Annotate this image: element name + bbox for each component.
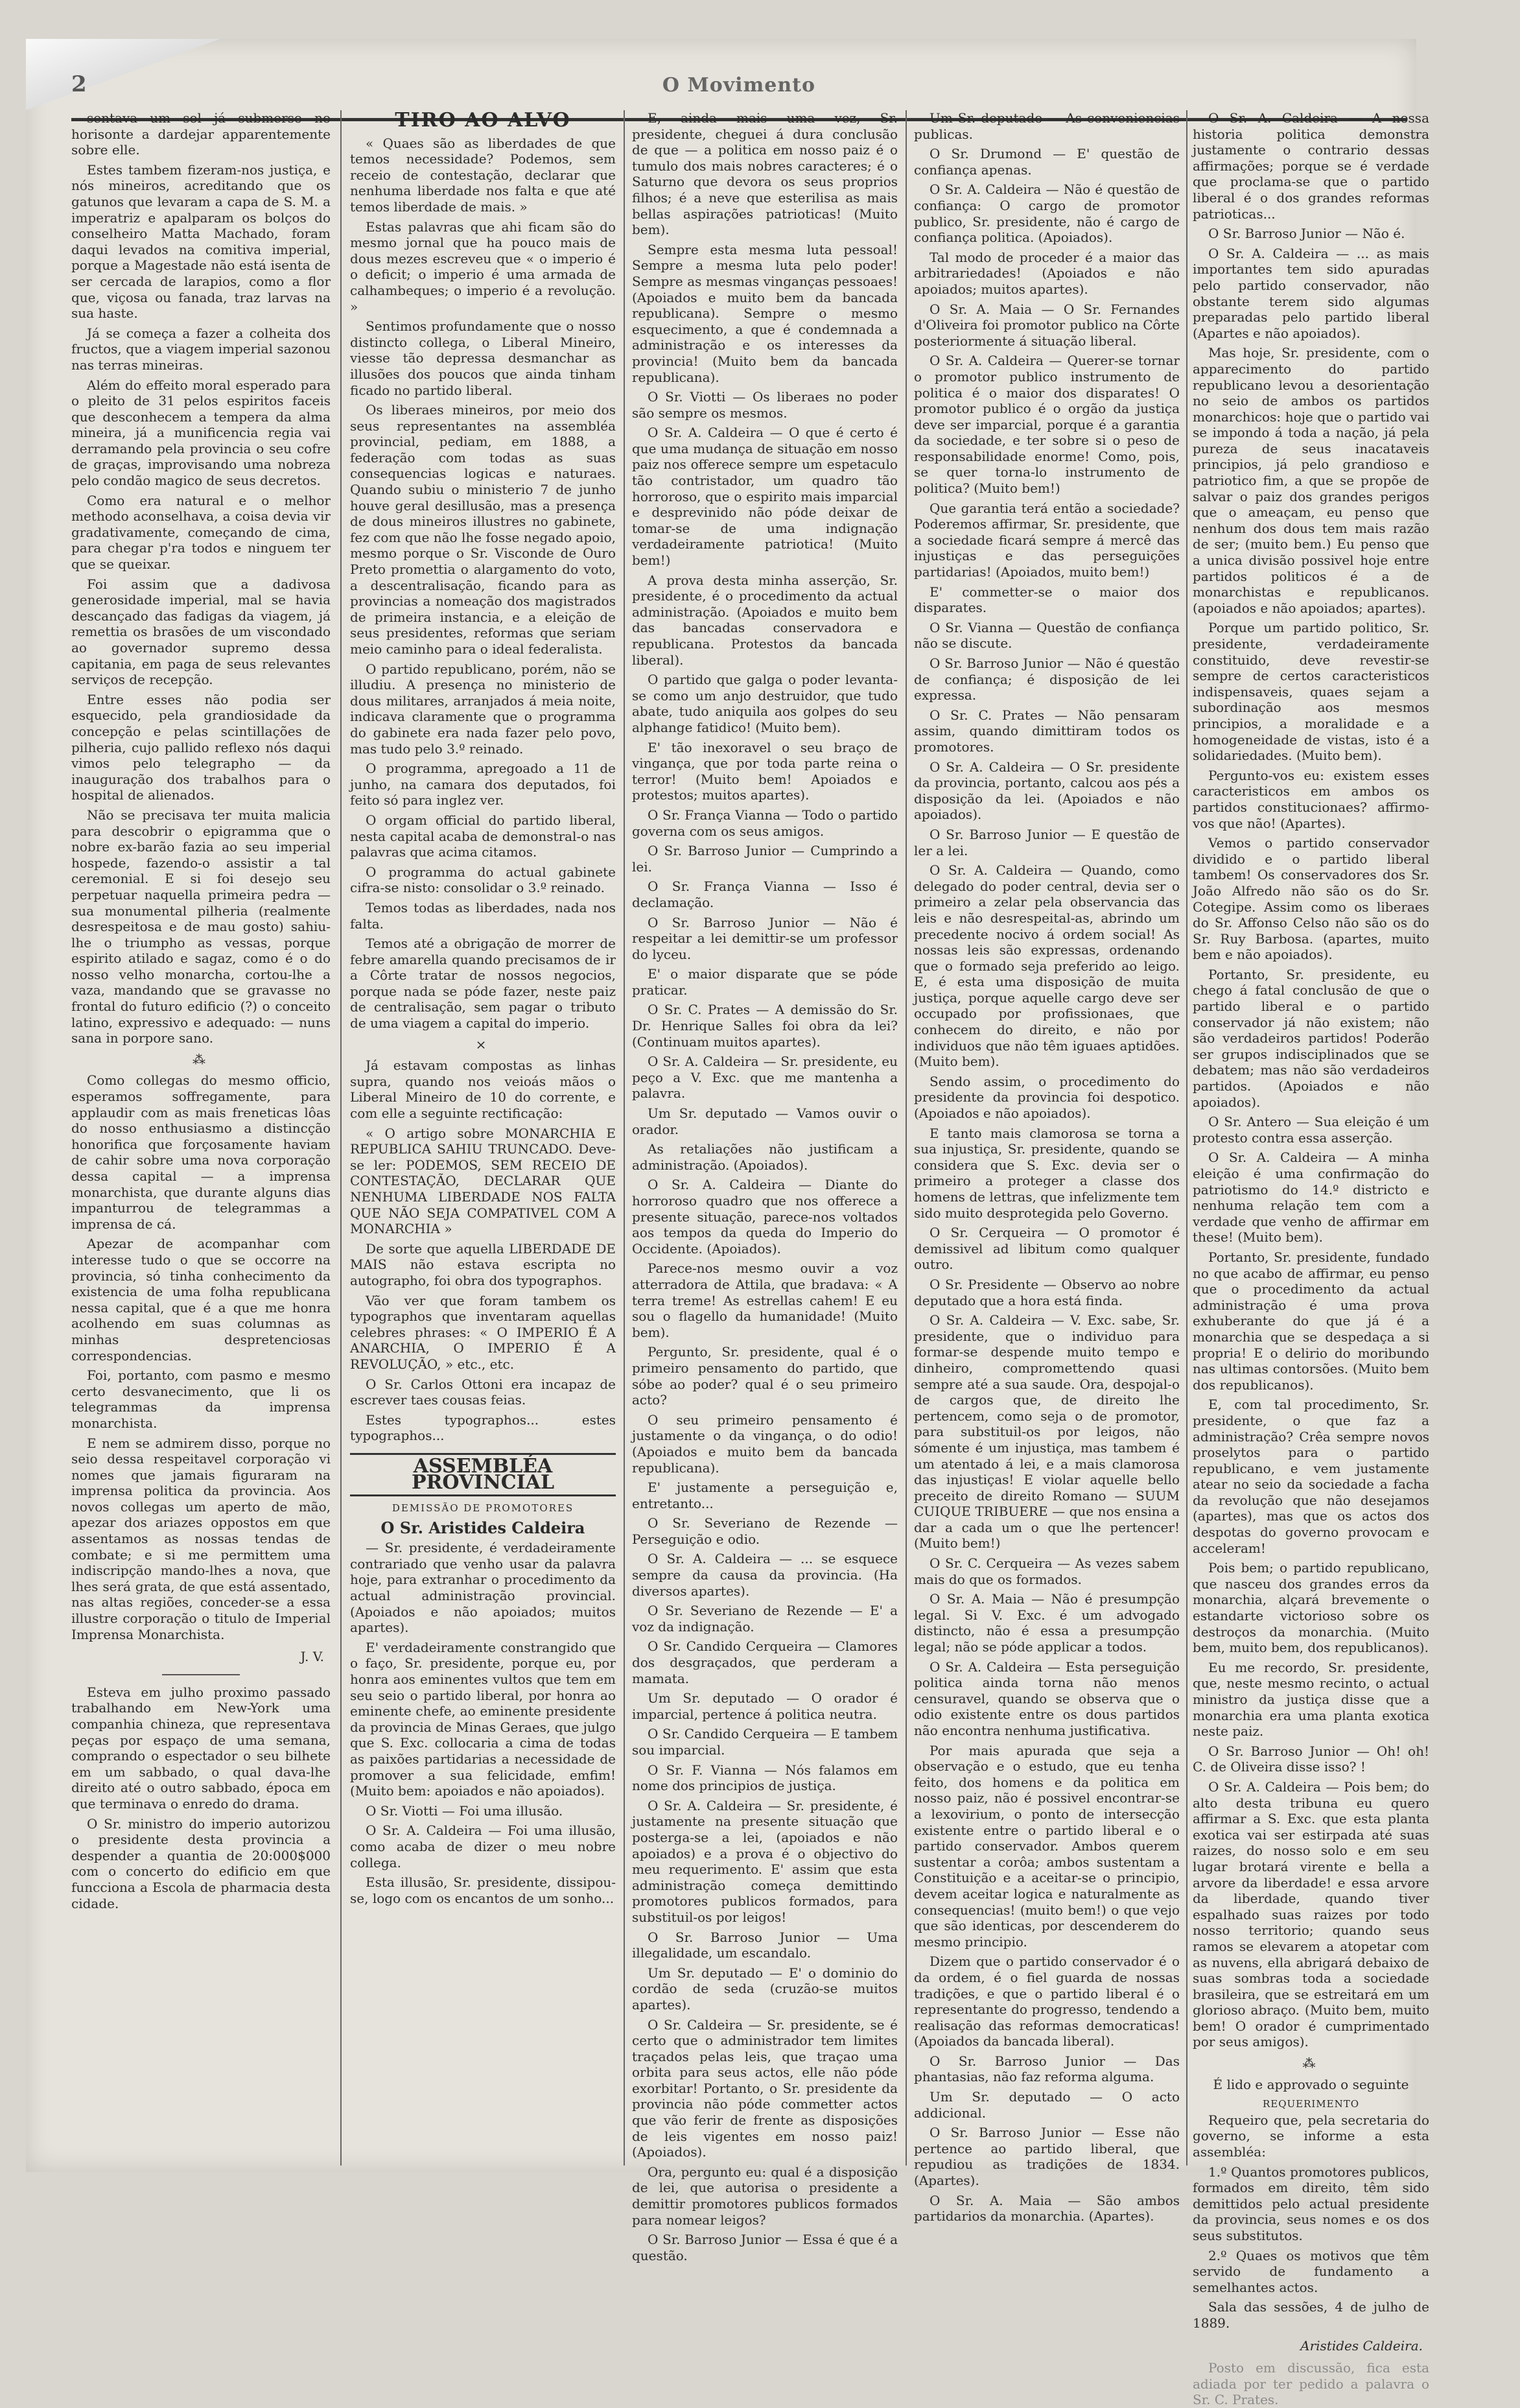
paragraph: O Sr. Severiano de Rezende — Perseguição e odio. bbox=[632, 1515, 898, 1547]
paragraph: O Sr. Barroso Junior — Oh! oh! C. de Oliveira disse isso? ! bbox=[1193, 1743, 1429, 1775]
paragraph: O seu primeiro pensamento é justamente o da vingança, o do odio! (Apoiados e muito bem da bancada republicana). bbox=[632, 1411, 898, 1476]
paragraph: O Sr. F. Vianna — Nós falamos em nome dos principios de justiça. bbox=[632, 1762, 898, 1794]
paragraph: O Sr. Barroso Junior — E questão de ler a lei. bbox=[914, 826, 1180, 858]
paragraph: O Sr. Barroso Junior — Não é respeitar a lei demittir-se um professor do lyceu. bbox=[632, 914, 898, 962]
column-4 bbox=[914, 110, 1180, 2225]
paragraph: O Sr. Viotti — Os liberaes no poder são sempre os mesmos. bbox=[632, 389, 898, 421]
paragraph: O Sr. Presidente — Observo ao nobre deputado que a hora está finda. bbox=[914, 1276, 1180, 1308]
paragraph: O Sr. A. Caldeira — Sr. presidente, é justamente na presente situação que posterga-se a lei, (apoiados e não apoiados) e a prova é o objectivo do meu requerimento. E' assim que esta administração começa demittindo promotores publicos formados, para substituil-os por leigos! bbox=[632, 1797, 898, 1925]
paragraph: O Sr. A. Caldeira — ... as mais importantes tem sido apuradas pelo partido conservador, não obstante terem sido algumas preparadas pelo partido liberal (Apartes e não apoiados). bbox=[1193, 245, 1429, 341]
paragraph: O Sr. Severiano de Rezende — E' a voz da indignação. bbox=[632, 1603, 898, 1635]
paragraph: Portanto, Sr. presidente, fundado no que acabo de affirmar, eu penso que o procedimento da actual administração é uma prova exhuberante do que já é a monarchia que se despedaça a si propria! E o delirio do moribundo nas ultimas contorsões. (Muito bem dos republicanos). bbox=[1193, 1249, 1429, 1393]
paragraph: Temos todas as liberdades, nada nos falta. bbox=[350, 899, 616, 932]
paragraph: E' justamente a perseguição e, entretanto... bbox=[632, 1480, 898, 1511]
paragraph: Esta illusão, Sr. presidente, dissipou-se, logo com os encantos de um sonho... bbox=[350, 1874, 616, 1906]
paragraph: O Sr. A. Maia — O Sr. Fernandes d'Oliveira foi promotor publico na Côrte posteriormente á situação liberal. bbox=[914, 301, 1180, 349]
paragraph: As retaliações não justificam a administração. (Apoiados). bbox=[632, 1141, 898, 1173]
paragraph: O Sr. A. Caldeira — Querer-se tornar o promotor publico instrumento de politica é o maior dos disparates! O promotor publico é o orgão da justiça deve ser imparcial, porque é a garantia da sociedade, e ter sobre si o peso de responsabilidade enorme! Como, pois, se quer torna-lo instrumento de politica? (Muito bem!) bbox=[914, 353, 1180, 497]
paragraph: O Sr. Barroso Junior — Das phantasias, não faz reforma alguma. bbox=[914, 2053, 1180, 2085]
requerimento-body bbox=[1193, 2112, 1429, 2331]
paragraph: Tal modo de proceder é a maior das arbitrariedades! (Apoiados e não apoiados; muitos apartes). bbox=[914, 249, 1180, 297]
paragraph: Eu me recordo, Sr. presidente, que, neste mesmo recinto, o actual ministro da justiça disse que a monarchia era uma planta exotica neste paiz. bbox=[1193, 1659, 1429, 1740]
col1-section-c bbox=[71, 1684, 331, 1911]
paragraph: Parece-nos mesmo ouvir a voz atterradora de Attila, que bradava: « A terra treme! As estrellas cahem! E eu sou o flagello da humanidade! (Muito bem). bbox=[632, 1260, 898, 1340]
separator-rule bbox=[162, 1674, 240, 1675]
paragraph: Porque um partido politico, Sr. presidente, verdadeiramente constituido, deve revestir-se sempre de certos caracteristicos indispensaveis, quaes sejam a subordinação aos mesmos principios, a moralidade e a homogeneidade de vistas, isto é a solidariedades. (Muito bem). bbox=[1193, 620, 1429, 764]
paragraph: O Sr. A. Maia — São ambos partidarios da monarchia. (Apartes). bbox=[914, 2192, 1180, 2225]
section-title-tiro-ao-alvo: TIRO AO ALVO bbox=[395, 109, 571, 132]
paragraph: A prova desta minha asserção, Sr. presidente, é o procedimento da actual administração. (Apoiados e muito bem das bancadas conservadora e republicana. Protestos da bancada liberal). bbox=[632, 572, 898, 668]
paragraph: Portanto, Sr. presidente, eu chego á fatal conclusão de que o partido liberal e o partido conservador já não existem; não são verdadeiros partidos! Poderão ser grupos indisciplinados que se debatem; mas não são verdadeiros partidos. (Apoiados e não apoiados). bbox=[1193, 966, 1429, 1110]
page-header bbox=[71, 65, 1407, 104]
paragraph: Vão ver que foram tambem os typographos que inventaram aquellas celebres phrases: « O IMPERIO É A ANARCHIA, O IMPERIO É A REVOLUÇÃO, » etc., etc. bbox=[350, 1292, 616, 1372]
paragraph: Foi, portanto, com pasmo e mesmo certo desvanecimento, que li os telegrammas da imprensa monarchista. bbox=[71, 1367, 331, 1431]
paragraph: O Sr. Viotti — Foi uma illusão. bbox=[366, 1802, 563, 1819]
signature: J. V. bbox=[300, 1649, 324, 1665]
paragraph: E tanto mais clamorosa se torna a sua injustiça, Sr. presidente, quando se considera que S. Exc. devia ser o primeiro a proteger a classe dos homens de lettras, que infelizmente tem sido muito desprotegida pelo Governo. bbox=[914, 1125, 1180, 1221]
paragraph: O Sr. Antero — Sua eleição é um protesto contra essa asserção. bbox=[1193, 1114, 1429, 1146]
paragraph: Estes typographos... estes typographos... bbox=[350, 1411, 616, 1444]
separator-stars: ⁂ bbox=[1302, 2055, 1320, 2072]
paragraph: O Sr. A. Caldeira — Quando, como delegado do poder central, devia ser o primeiro a zelar pela observancia das leis e não desrespeital-as, abrindo um precedente nocivo á ordem social! As nossas leis são expressas, ordenando que o formado seja preferido ao leigo. E, é esta uma disposição de muita justiça, porque aquelle cargo deve ser occupado por profissionaes, que conhecem do direito, e não por individuos que não têm iguaes aptidões. (Muito bem). bbox=[914, 862, 1180, 1070]
col4-section bbox=[914, 110, 1180, 2225]
paragraph: O Sr. C. Prates — A demissão do Sr. Dr. Henrique Salles foi obra da lei? (Continuam muitos apartes). bbox=[632, 1002, 898, 1050]
separator-stars: ⁂ bbox=[193, 1051, 209, 1067]
paragraph: Um Sr. deputado — Vamos ouvir o orador. bbox=[632, 1105, 898, 1137]
paragraph: Já estavam compostas as linhas supra, quando nos veioás mãos o Liberal Mineiro de 10 do corrente, e com elle a seguinte rectificação: bbox=[350, 1057, 616, 1122]
paragraph: O Sr. C. Cerqueira — As vezes sabem mais do que os formados. bbox=[914, 1555, 1180, 1587]
paragraph: Um Sr. deputado — As conveniencias publicas. bbox=[914, 110, 1180, 142]
paragraph: O Sr. Drumond — E' questão de confiança apenas. bbox=[914, 146, 1180, 178]
closing-note: Posto em discussão, fica esta adiada por ter pedido a palavra o Sr. C. Prates. bbox=[1193, 2360, 1429, 2408]
paragraph: Não se precisava ter muita malicia para descobrir o epigramma que o nobre ex-barão fazia ao seu imperial hospede, fazendo-o assistir a tal ceremonial. E si foi desejo seu perpetuar naquella primeira pedra — sua monumental pilheria (realmente desrespeitosa e de mau gosto) sahiu-lhe o triumpho as vessas, porque espirito atilado e sagaz, como é o do nosso velho monarcha, cortou-lhe a vaza, mandando que se gravasse no frontal do futuro edificio (?) o conceito latino, expressivo e adequado: — nuns sana in porpore sano. bbox=[71, 807, 331, 1046]
column-1 bbox=[71, 110, 331, 2166]
paragraph: O Sr. Cerqueira — O promotor é demissivel ad libitum como qualquer outro. bbox=[914, 1225, 1180, 1273]
paragraph: O partido republicano, porém, não se illudiu. A presença no ministerio de dous militares, arranjados á meia noite, indicava claramente que o programma do gabinete era nada fazer pelo povo, mas tudo pelo 3.º reinado. bbox=[350, 661, 616, 757]
paragraph: Dizem que o partido conservador é o da ordem, é o fiel guarda de nossas tradições, e que o partido liberal é o representante do progresso, tendendo a realisação das reformas democraticas! (Apoiados da bancada liberal). bbox=[914, 1954, 1180, 2049]
requerimento-signature: Aristides Caldeira. bbox=[1300, 2337, 1423, 2354]
paragraph: O Sr. A. Caldeira — Sr. presidente, eu peço a V. Exc. que me mantenha a palavra. bbox=[632, 1054, 898, 1102]
paragraph: Esteva em julho proximo passado trabalhando em New-York uma companhia chineza, que representava peças por espaço de uma semana, comprando o espectador o seu bilhete em um sabbado, o qual dava-lhe direito até o outro sabbado, época em que terminava o enredo do drama. bbox=[71, 1684, 331, 1812]
paragraph: E, ainda mais uma vez, Sr. presidente, cheguei á dura conclusão de que — a politica em nosso paiz é o tumulo dos mais nobres caracteres; é o Saturno que devora os seus proprios filhos; é a neve que esterilisa as mais bellas aspirações patrioticas! (Muito bem). bbox=[632, 110, 898, 238]
paragraph: O Sr. A. Caldeira — V. Exc. sabe, Sr. presidente, que o individuo para formar-se despende muito tempo e dinheiro, compromettendo quasi sempre até a sua saude. Ora, despojal-o de cargos que, de direito lhe pertencem, como seja o de promotor, para substituil-os por leigos, não sómente é um injustiça, mas tambem é um atentado á lei, e a mais clamorosa das injustiças! E violar aquelle bello preceito de direito Romano — SUUM CUIQUE TRIBUERE — que nos ensina a dar a cada um o que lhe pertencer! (Muito bem!) bbox=[914, 1312, 1180, 1552]
paragraph: Um Sr. deputado — E' o dominio do cordão de seda (cruzão-se muitos apartes). bbox=[632, 1965, 898, 2013]
paragraph: Ora, pergunto eu: qual é a disposição de lei, que autorisa o presidente a demittir promotores publicos formados para nomear leigos? bbox=[632, 2164, 898, 2228]
paragraph: O Sr. França Vianna — Isso é declamação. bbox=[632, 879, 898, 910]
assembly-title: ASSEMBLÉA PROVINCIAL bbox=[350, 1453, 616, 1496]
paragraph: Mas hoje, Sr. presidente, com o apparecimento do partido republicano levou a desorientação no seio de ambos os partidos monarchicos: hoje que o partido vai se impondo á toda a nação, já pela pureza de seus inacataveis principios, já pelo grandioso e patriotico fim, a que se propõe de salvar o paiz dos grandes perigos que o ameaçam, eu penso que nenhum dos dous tem mais razão de ser; (muito bem.) Eu penso que a unica divisão possivel hoje entre partidos politicos é a de monarchistas e republicanos. (apoiados e não apoiados; apartes). bbox=[1193, 345, 1429, 616]
paragraph: O Sr. França Vianna — Todo o partido governa com os seus amigos. bbox=[632, 807, 898, 839]
speaker-name: O Sr. Aristides Caldeira bbox=[380, 1518, 585, 1537]
separator-cross: × bbox=[475, 1036, 491, 1052]
paragraph: O Sr. A. Maia — Não é presumpção legal. Si V. Exc. é um advogado distincto, não é essa a presumpção legal; não se póde applicar a todos. bbox=[914, 1591, 1180, 1655]
paragraph: Sala das sessões, 4 de julho de 1889. bbox=[1193, 2299, 1429, 2331]
col1-section-b bbox=[71, 1072, 331, 1642]
column-3 bbox=[632, 110, 898, 2263]
paragraph: E, com tal procedimento, Sr. presidente, o que faz a administração? Crêa sempre novos proselytos para o partido republicano, e vem justamente atear no seio da sociedade a facha da revolução que não desejamos (apartes), mas que os actos dos despotas do governo provocam e acceleram! bbox=[1193, 1397, 1429, 1556]
paragraph: Como collegas do mesmo officio, esperamos soffregamente, para applaudir com as mais freneticas lôas do nosso enthusiasmo a distincção honorifica que forçosamente haviam de cahir sobre uma nova corporação dessa capital — a imprensa monarchista, que durante alguns dias impanturrou de telegrammas a imprensa de cá. bbox=[71, 1072, 331, 1232]
paragraph: O Sr. A. Caldeira — ... se esquece sempre da causa da provincia. (Ha diversos apartes). bbox=[632, 1551, 898, 1599]
paragraph: O Sr. Barroso Junior — Esse não pertence ao partido liberal, que repudiou as tradições de 1834. (Apartes). bbox=[914, 2125, 1180, 2189]
paragraph: O Sr. A. Caldeira — Pois bem; do alto desta tribuna eu quero affirmar a S. Exc. que esta planta exotica vai ser estirpada até suas raizes, do nosso solo e em seu lugar brotará virente e bella a arvore da liberdade! e essa arvore da liberdade, quando tiver espalhado suas raizes por todo nosso territorio; quando seus ramos se elevarem a atopetar com as nuvens, ella abrigará debaixo de suas sombras toda a sociedade brasileira, que se estreitará em um glorioso abraço. (Muito bem, muito bem! O orador é cumprimentado por seus amigos). bbox=[1193, 1778, 1429, 2050]
paragraph: Um Sr. deputado — O acto addicional. bbox=[914, 2089, 1180, 2121]
paragraph: O Sr. Barroso Junior — Não é. bbox=[1208, 226, 1405, 242]
column-rule bbox=[906, 110, 907, 2166]
paragraph: O programma do actual gabinete cifra-se nisto: consolidar o 3.º reinado. bbox=[350, 864, 616, 896]
col2-section-c bbox=[350, 1540, 616, 1906]
paragraph: O Sr. Barroso Junior — Não é questão de confiança; é disposição de lei expressa. bbox=[914, 655, 1180, 703]
paragraph: Pergunto, Sr. presidente, qual é o primeiro pensamento do partido, que sóbe ao poder? qual é o seu primeiro acto? bbox=[632, 1344, 898, 1408]
page-number: 2 bbox=[71, 71, 87, 97]
approved-line: É lido e approvado o seguinte bbox=[1213, 2076, 1409, 2092]
paragraph: Um Sr. deputado — O orador é imparcial, pertence á politica neutra. bbox=[632, 1690, 898, 1722]
paragraph: Vemos o partido conservador dividido e o partido liberal tambem! Os conservadores dos Sr. João Alfredo não são os do Sr. Cotegipe. Assim como os liberaes do Sr. Affonso Celso não são os do Sr. Ruy Barbosa. (apartes, muito bem e não apoiados). bbox=[1193, 835, 1429, 963]
paragraph: O Sr. Barroso Junior — Uma illegalidade, um escandalo. bbox=[632, 1929, 898, 1961]
paragraph: E' tão inexoravel o seu braço de vingança, que por toda parte reina o terror! (Muito bem! Apoiados e protestos; muitos apartes). bbox=[632, 739, 898, 803]
column-rule bbox=[340, 110, 342, 2166]
col5-section bbox=[1193, 110, 1429, 2050]
paragraph: Temos até a obrigação de morrer de febre amarella quando precisamos de ir a Côrte tratar de nossos negocios, porque nada se póde fazer, neste paiz de centralisação, sem pagar o tributo de uma viagem a capital do imperio. bbox=[350, 936, 616, 1032]
paragraph: Os liberaes mineiros, por meio dos seus representantes na assembléa provincial, pediam, em 1888, a federação com todas as suas consequencias logicas e naturaes. Quando subiu o ministerio 7 de junho houve geral desillusão, mas a presença de dous mineiros illustres no gabinete, fez com que não lhe fosse negado apoio, mesmo porque o Sr. Visconde de Ouro Preto promettia o alargamento do voto, a descentralisação, ficando para as provincias a nomeação dos magistrados de primeira instancia, e a eleição de seus presidentes, reformas que seriam meio caminho para o ideal federalista. bbox=[350, 402, 616, 657]
newspaper-page bbox=[26, 39, 1429, 2408]
column-5 bbox=[1193, 110, 1429, 2408]
paragraph: Sentimos profundamente que o nosso distincto collega, o Liberal Mineiro, viesse tão depressa desmanchar as illusões dos poucos que ainda tinham ficado no partido liberal. bbox=[350, 318, 616, 398]
paragraph: O Sr. Carlos Ottoni era incapaz de escrever taes cousas feias. bbox=[350, 1376, 616, 1408]
paragraph: O programma, apregoado a 11 de junho, na camara dos deputados, foi feito só para inglez ver. bbox=[350, 761, 616, 809]
paragraph: O Sr. C. Prates — Não pensaram assim, quando dimittiram todos os promotores. bbox=[914, 707, 1180, 755]
paragraph: O Sr. Candido Cerqueira — E tambem sou imparcial. bbox=[632, 1726, 898, 1758]
paragraph: 2.º Quaes os motivos que têm servido de fundamento a semelhantes actos. bbox=[1193, 2247, 1429, 2295]
paragraph: E' verdadeiramente constrangido que o faço, Sr. presidente, porque eu, por honra aos eminentes vultos que tem em seu seio o partido liberal, por honra ao eminente chefe, ao eminente presidente da provincia de Minas Geraes, que julgo que S. Exc. collocaria a cima de todas as paixões partidarias a necessidade de promover a sua felicidade, emfim! (Muito bem: apoiados e não apoiados). bbox=[350, 1639, 616, 1799]
paragraph: O Sr. Candido Cerqueira — Clamores dos desgraçados, que perderam a mamata. bbox=[632, 1638, 898, 1686]
paragraph: Estas palavras que ahi ficam são do mesmo jornal que ha pouco mais de dous mezes escreveu que « o imperio é o deficit; o imperio é uma armada de calhambeques; o imperio é a revolução. » bbox=[350, 218, 616, 314]
paragraph: E' o maior disparate que se póde praticar. bbox=[632, 966, 898, 998]
paragraph: O Sr. A. Caldeira — Esta perseguição politica ainda torna não menos censuravel, quando se observa que o odio existente entre os dous partidos não encontra nenhuma justificativa. bbox=[914, 1658, 1180, 1738]
paragraph: O orgam official do partido liberal, nesta capital acaba de demonstral-o nas palavras que acima citamos. bbox=[350, 812, 616, 860]
paragraph: E' commetter-se o maior dos disparates. bbox=[914, 584, 1180, 616]
paragraph: Entre esses não podia ser esquecido, pela grandiosidade da concepção e pelas scintillações de pilheria, cujo pallido reflexo nós daqui vimos pelo telegrapho — da inauguração dos trabalhos para o hospital de alienados. bbox=[71, 691, 331, 803]
column-rule bbox=[1186, 110, 1187, 2166]
paragraph: Sendo assim, o procedimento do presidente da provincia foi despotico. (Apoiados e não apoiados). bbox=[914, 1073, 1180, 1122]
paragraph: Que garantia terá então a sociedade? Poderemos affirmar, Sr. presidente, que a sociedade ficará sempre á mercê das injustiças e das perseguições partidarias! (Apoiados, muito bem!) bbox=[914, 500, 1180, 580]
paragraph: Além do effeito moral esperado para o pleito de 31 pelos espiritos faceis que desconhecem a tempera da alma mineira, já a munificencia regia vai derramando pela provincia o seu cofre de graças, improvisando uma nobreza pelo condão magico de seus decretos. bbox=[71, 377, 331, 489]
paragraph: Como era natural e o melhor methodo aconselhava, a coisa devia vir gradativamente, começando de cima, para chegar p'ra todos e ninguem ter que se queixar. bbox=[71, 492, 331, 572]
paragraph: Requeiro que, pela secretaria do governo, se informe a esta assembléa: bbox=[1193, 2112, 1429, 2160]
paragraph: O Sr. A. Caldeira — Não é questão de confiança: O cargo de promotor publico, Sr. presidente, não é cargo de confiança politica. (Apoiados). bbox=[914, 182, 1180, 246]
paragraph: O Sr. A. Caldeira — O Sr. presidente da provincia, portanto, calcou aos pés a disposição da lei. (Apoiados e não apoiados). bbox=[914, 759, 1180, 823]
paragraph: O partido que galga o poder levanta-se como um anjo destruidor, que tudo abate, tudo aniquila aos golpes do seu alphange fatidico! (Muito bem). bbox=[632, 672, 898, 735]
paragraph: Apezar de acompanhar com interesse tudo o que se occorre na provincia, só tinha conhecimento da existencia de uma folha republicana nessa capital, que é a que me honra acolhendo em suas columnas as minhas despretenciosas correspondencias. bbox=[71, 1236, 331, 1363]
paragraph: O Sr. Barroso Junior — Essa é que é a questão. bbox=[632, 2232, 898, 2263]
column-2 bbox=[350, 110, 616, 2166]
paragraph: Estes tambem fizeram-nos justiça, e nós mineiros, acreditando que os gatunos que levaram a capa de S. M. a imperatriz e apalparam os bolços do conselheiro Matta Machado, foram daqui levados na comitiva imperial, porque a Magestade não está isenta de ser cercada de larapios, como a flor que, viçosa ou fanada, traz larvas na sua haste. bbox=[71, 161, 331, 322]
paragraph: — Sr. presidente, é verdadeiramente contrariado que venho usar da palavra hoje, para extranhar o procedimento da actual administração provincial. (Apoiados e não apoiados; muitos apartes). bbox=[350, 1540, 616, 1636]
paragraph: E nem se admirem disso, porque no seio dessa respeitavel corporação vi nomes que jamais figuraram na imprensa politica da provincia. Aos novos collegas um aperto de mão, apezar dos ariazes oppostos em que assentamos as nossas tendas de combate; e si me permittem uma indiscripção mando-lhes a nova, que lhes será grata, de que está assentado, nas altas regiões, conceder-se a essa illustre corporação o titulo de Imperial Imprensa Monarchista. bbox=[71, 1435, 331, 1642]
paragraph: Pois bem; o partido republicano, que nasceu dos grandes erros da monarchia, alçará brevemente o estandarte victorioso sobre os destroços da monarchia. (Muito bem, muito bem, dos republicanos). bbox=[1193, 1560, 1429, 1656]
column-rule bbox=[624, 110, 625, 2166]
paragraph: O Sr. ministro do imperio autorizou o presidente desta provincia a despender a quantia de 20:000$000 com o concerto do edificio em que funcciona a Escola de pharmacia desta cidade. bbox=[71, 1815, 331, 1911]
paragraph: « Quaes são as liberdades de que temos necessidade? Podemos, sem receio de contestação, declarar que nenhuma liberdade nos falta e que até temos liberdade de mais. » bbox=[350, 135, 616, 215]
paragraph: O Sr. Vianna — Questão de confiança não se discute. bbox=[914, 619, 1180, 652]
paper-name: O Movimento bbox=[662, 74, 816, 97]
paragraph: Por mais apurada que seja a observação e o estudo, que eu tenha feito, dos homens e da politica em nosso paiz, não é possivel encontrar-se a lexovirium, o ponto de intersecção existente entre o partido liberal e o partido conservador. Ambos querem sustentar a corôa; ambos sustentam a Constituição e a aceitar-se o principio, devem aceitar logica e naturalmente as consequencias! (muito bem!) o que vejo que são identicas, por descenderem do mesmo principio. bbox=[914, 1742, 1180, 1950]
paragraph: O Sr. A. Caldeira — Diante do horroroso quadro que nos offerece a presente situação, parece-nos voltados aos tempos da queda do Imperio do Occidente. (Apoiados). bbox=[632, 1177, 898, 1257]
requerimento-title: REQUERIMENTO bbox=[1262, 2098, 1360, 2110]
paragraph: O Sr. Barroso Junior — Cumprindo a lei. bbox=[632, 843, 898, 875]
col2-section-b bbox=[350, 1057, 616, 1444]
paragraph: Pergunto-vos eu: existem esses caracteristicos em ambos os partidos constitucionaes? affirmo-vos que não! (Apartes). bbox=[1193, 767, 1429, 831]
paragraph: Já se começa a fazer a colheita dos fructos, que a viagem imperial sazonou nas terras mineiras. bbox=[71, 325, 331, 373]
paragraph: O Sr. A. Caldeira — O que é certo é que uma mudança de situação em nosso paiz nos offerece sempre um espetaculo tão contristador, um quadro tão horroroso, que o espirito mais imparcial e desprevinido não póde deixar de tomar-se de uma indignação verdadeiramente patriotica! (Muito bem!) bbox=[632, 425, 898, 569]
paragraph: De sorte que aquella LIBERDADE DE MAIS não estava escripta no autographo, foi obra dos typographos. bbox=[350, 1240, 616, 1288]
paragraph: 1.º Quantos promotores publicos, formados em direito, têm sido demittidos pelo actual presidente da provincia, seus nomes e os dos seus substitutos. bbox=[1193, 2164, 1429, 2243]
paragraph: Foi assim que a dadivosa generosidade imperial, mal se havia descançado das fadigas da viagem, já remettia os brasões de um viscondado ao governador supremo dessa capitania, em paga de seus relevantes serviços de recepção. bbox=[71, 576, 331, 688]
paragraph: sentava um sol já submerso no horisonte a dardejar apparentemente sobre elle. bbox=[71, 110, 331, 158]
col2-section-a bbox=[350, 136, 616, 1032]
assembly-subhead: DEMISSÃO DE PROMOTORES bbox=[392, 1502, 574, 1515]
col1-section-a bbox=[71, 110, 331, 1046]
paragraph: « O artigo sobre MONARCHIA E REPUBLICA SAHIU TRUNCADO. Deve-se ler: PODEMOS, SEM RECEIO DE CONTESTAÇÃO, DECLARAR QUE NENHUMA LIBERDADE NOS FALTA QUE NÃO SEJA COMPATIVEL COM A MONARCHIA » bbox=[350, 1125, 616, 1237]
paragraph: Sempre esta mesma luta pessoal! Sempre a mesma luta pelo poder! Sempre as mesmas vinganças pessoaes! (Apoiados e muito bem da bancada republicana). Sempre o mesmo esquecimento, a que é condemnada a administração e os interesses da provincia! (Muito bem da bancada republicana). bbox=[632, 241, 898, 385]
paragraph: O Sr. Caldeira — Sr. presidente, se é certo que o administrador tem limites traçados pelas leis, que traçao uma orbita para seus actos, elle não póde exorbitar! Portanto, o Sr. presidente da provincia não póde commetter actos que vão ferir de frente as disposições de leis vigentes em nosso paiz! (Apoiados). bbox=[632, 2016, 898, 2160]
paragraph: O Sr. A. Caldeira — Foi uma illusão, como acaba de dizer o meu nobre collega. bbox=[350, 1823, 616, 1871]
paragraph: O Sr. A. Caldeira — A nossa historia politica demonstra justamente o contrario dessas affirmações; porque se é verdade que proclama-se que o partido liberal é o dos grandes reformas patrioticas... bbox=[1193, 110, 1429, 222]
paragraph: O Sr. A. Caldeira — A minha eleição é uma confirmação do patriotismo do 14.º districto e nenhuma relação tem com a verdade que venho de affirmar em these! (Muito bem). bbox=[1193, 1150, 1429, 1245]
col3-section bbox=[632, 110, 898, 2263]
